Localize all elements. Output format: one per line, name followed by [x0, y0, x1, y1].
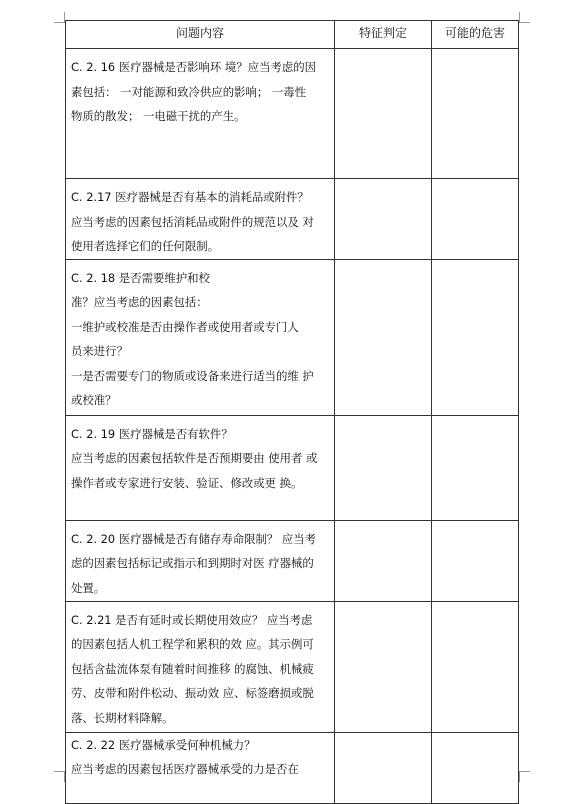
- question-line: 一维护或校准是否由操作者或使用者或专门人: [71, 319, 299, 334]
- question-line: 物质的散发； 一电磁干扰的产生。: [71, 109, 246, 123]
- question-line: 应当考虑的因素包括医疗器械承受的力是否在: [71, 762, 299, 776]
- hazard-cell[interactable]: [432, 415, 519, 520]
- question-line: 虑的因素包括标记或指示和到期时对医 疗器械的: [71, 556, 314, 570]
- question-line: C. 2. 20 医疗器械是否有储存寿命限制？ 应当考: [71, 531, 317, 546]
- question-line: C. 2.21 是否有延时或长期使用效应？ 应当考虑: [71, 612, 313, 627]
- feature-cell[interactable]: [335, 601, 432, 732]
- question-cell: [66, 520, 335, 601]
- question-line: 应当考虑的因素包括消耗品或附件的规范以及 对: [71, 214, 314, 229]
- question-cell: [66, 415, 335, 520]
- feature-cell[interactable]: [335, 732, 432, 803]
- table-row: [66, 415, 519, 520]
- question-line: 操作者或专家进行安装、验证、修改或更 换。: [71, 475, 303, 490]
- question-cell: [66, 732, 335, 803]
- question-line: 处置。: [71, 580, 106, 595]
- table-header-row: [66, 21, 519, 49]
- feature-cell[interactable]: [335, 179, 432, 260]
- question-line: C. 2. 22 医疗器械承受何种机械力？: [71, 737, 256, 752]
- header-feature-judgment: 特征判定: [335, 21, 432, 49]
- feature-cell[interactable]: [335, 49, 432, 179]
- question-cell: [66, 179, 335, 260]
- crop-mark-bottom-right: [519, 771, 530, 782]
- table-row: [66, 49, 519, 179]
- hazard-analysis-table: [65, 20, 519, 804]
- question-line: C. 2. 18 是否需要维护和校: [71, 270, 210, 285]
- question-line: 应当考虑的因素包括软件是否预期要由 使用者 或: [71, 451, 318, 465]
- feature-cell[interactable]: [335, 415, 432, 520]
- table-row: [66, 179, 519, 260]
- question-cell: [66, 259, 335, 415]
- header-question-content: 问题内容: [66, 21, 335, 49]
- hazard-cell[interactable]: [432, 179, 519, 260]
- crop-mark-top-left: [54, 12, 65, 23]
- table-row: [66, 601, 519, 732]
- table-row: [66, 259, 519, 415]
- question-cell: [66, 601, 335, 732]
- question-line: 或校准？: [71, 393, 117, 407]
- crop-mark-bottom-left: [54, 771, 65, 782]
- hazard-cell[interactable]: [432, 601, 519, 732]
- crop-mark-top-right: [519, 12, 530, 23]
- table-row: [66, 520, 519, 601]
- question-line: 包括含盐流体泵有随着时间推移 的腐蚀、机械疲: [71, 661, 314, 676]
- hazard-cell[interactable]: [432, 520, 519, 601]
- hazard-cell[interactable]: [432, 49, 519, 179]
- question-line: 准？应当考虑的因素包括：: [71, 295, 208, 309]
- question-cell: [66, 49, 335, 179]
- feature-cell[interactable]: [335, 259, 432, 415]
- question-line: C. 2. 16 医疗器械是否影响环 境？应当考虑的因: [71, 60, 317, 74]
- question-line: 的因素包括人机工程学和累积的效 应。其示例可: [71, 637, 314, 651]
- question-line: 劳、皮带和附件松动、振动效 应、标签磨损或脱: [71, 686, 314, 700]
- question-line: 使用者选择它们的任何限制。: [71, 239, 220, 253]
- question-line: 落、长期材料降解。: [71, 710, 174, 725]
- question-line: 素包括： 一对能源和致冷供应的影响； 一毒性: [71, 84, 307, 99]
- question-line: 员来进行？: [71, 344, 128, 358]
- table-row: [66, 732, 519, 803]
- hazard-cell[interactable]: [432, 259, 519, 415]
- question-line: C. 2. 19 医疗器械是否有软件？: [71, 426, 233, 441]
- feature-cell[interactable]: [335, 520, 432, 601]
- hazard-cell[interactable]: [432, 732, 519, 803]
- question-line: 一是否需要专门的物质或设备来进行适当的维 护: [71, 368, 314, 383]
- question-line: C. 2.17 医疗器械是否有基本的消耗品或附件？: [71, 190, 309, 204]
- header-possible-hazard: 可能的危害: [432, 21, 519, 49]
